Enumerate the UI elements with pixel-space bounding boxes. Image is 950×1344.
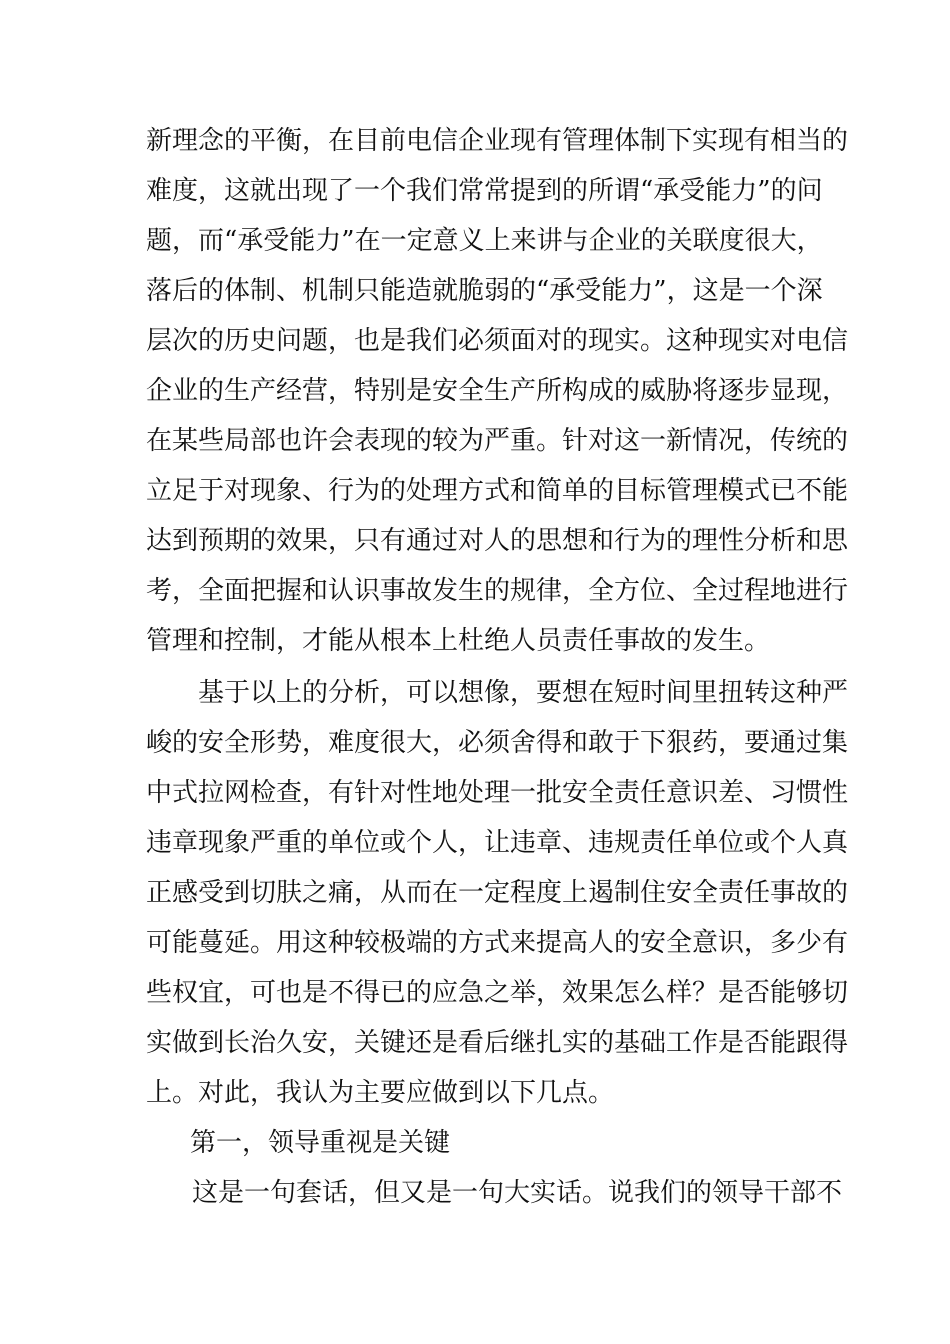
- text-line: 基于以上的分析，可以想像，要想在短时间里扭转这种严: [198, 678, 849, 708]
- text-line: 新理念的平衡，在目前电信企业现有管理体制下实现有相当的: [146, 126, 849, 156]
- text-line: 上。对此，我认为主要应做到以下几点。: [146, 1078, 615, 1108]
- text-line: 在某些局部也许会表现的较为严重。针对这一新情况，传统的: [146, 426, 849, 456]
- text-line: 些权宜，可也是不得已的应急之举，效果怎么样？是否能够切: [146, 978, 849, 1008]
- text-line: 落后的体制、机制只能造就脆弱的“承受能力”，这是一个深: [146, 276, 823, 306]
- text-line: 违章现象严重的单位或个人，让违章、违规责任单位或个人真: [146, 828, 849, 858]
- text-line: 企业的生产经营，特别是安全生产所构成的威胁将逐步显现，: [146, 376, 849, 406]
- text-line: 题，而“承受能力”在一定意义上来讲与企业的关联度很大，: [146, 226, 823, 256]
- text-line: 实做到长治久安，关键还是看后继扎实的基础工作是否能跟得: [146, 1028, 849, 1058]
- text-line: 立足于对现象、行为的处理方式和简单的目标管理模式已不能: [146, 476, 849, 506]
- text-line: 这是一句套话，但又是一句大实话。说我们的领导干部不: [192, 1178, 843, 1208]
- text-line: 达到预期的效果，只有通过对人的思想和行为的理性分析和思: [146, 526, 849, 556]
- text-line: 难度，这就出现了一个我们常常提到的所谓“承受能力”的问: [146, 176, 823, 206]
- text-line: 中式拉网检查，有针对性地处理一批安全责任意识差、习惯性: [146, 778, 849, 808]
- text-line: 考，全面把握和认识事故发生的规律，全方位、全过程地进行: [146, 576, 849, 606]
- text-line: 层次的历史问题，也是我们必须面对的现实。这种现实对电信: [146, 326, 849, 356]
- text-line: 管理和控制，才能从根本上杜绝人员责任事故的发生。: [146, 626, 771, 656]
- section-heading: 第一，领导重视是关键: [190, 1128, 451, 1158]
- text-line: 峻的安全形势，难度很大，必须舍得和敢于下狠药，要通过集: [146, 728, 849, 758]
- text-line: 正感受到切肤之痛，从而在一定程度上遏制住安全责任事故的: [146, 878, 849, 908]
- text-line: 可能蔓延。用这种较极端的方式来提高人的安全意识，多少有: [146, 928, 849, 958]
